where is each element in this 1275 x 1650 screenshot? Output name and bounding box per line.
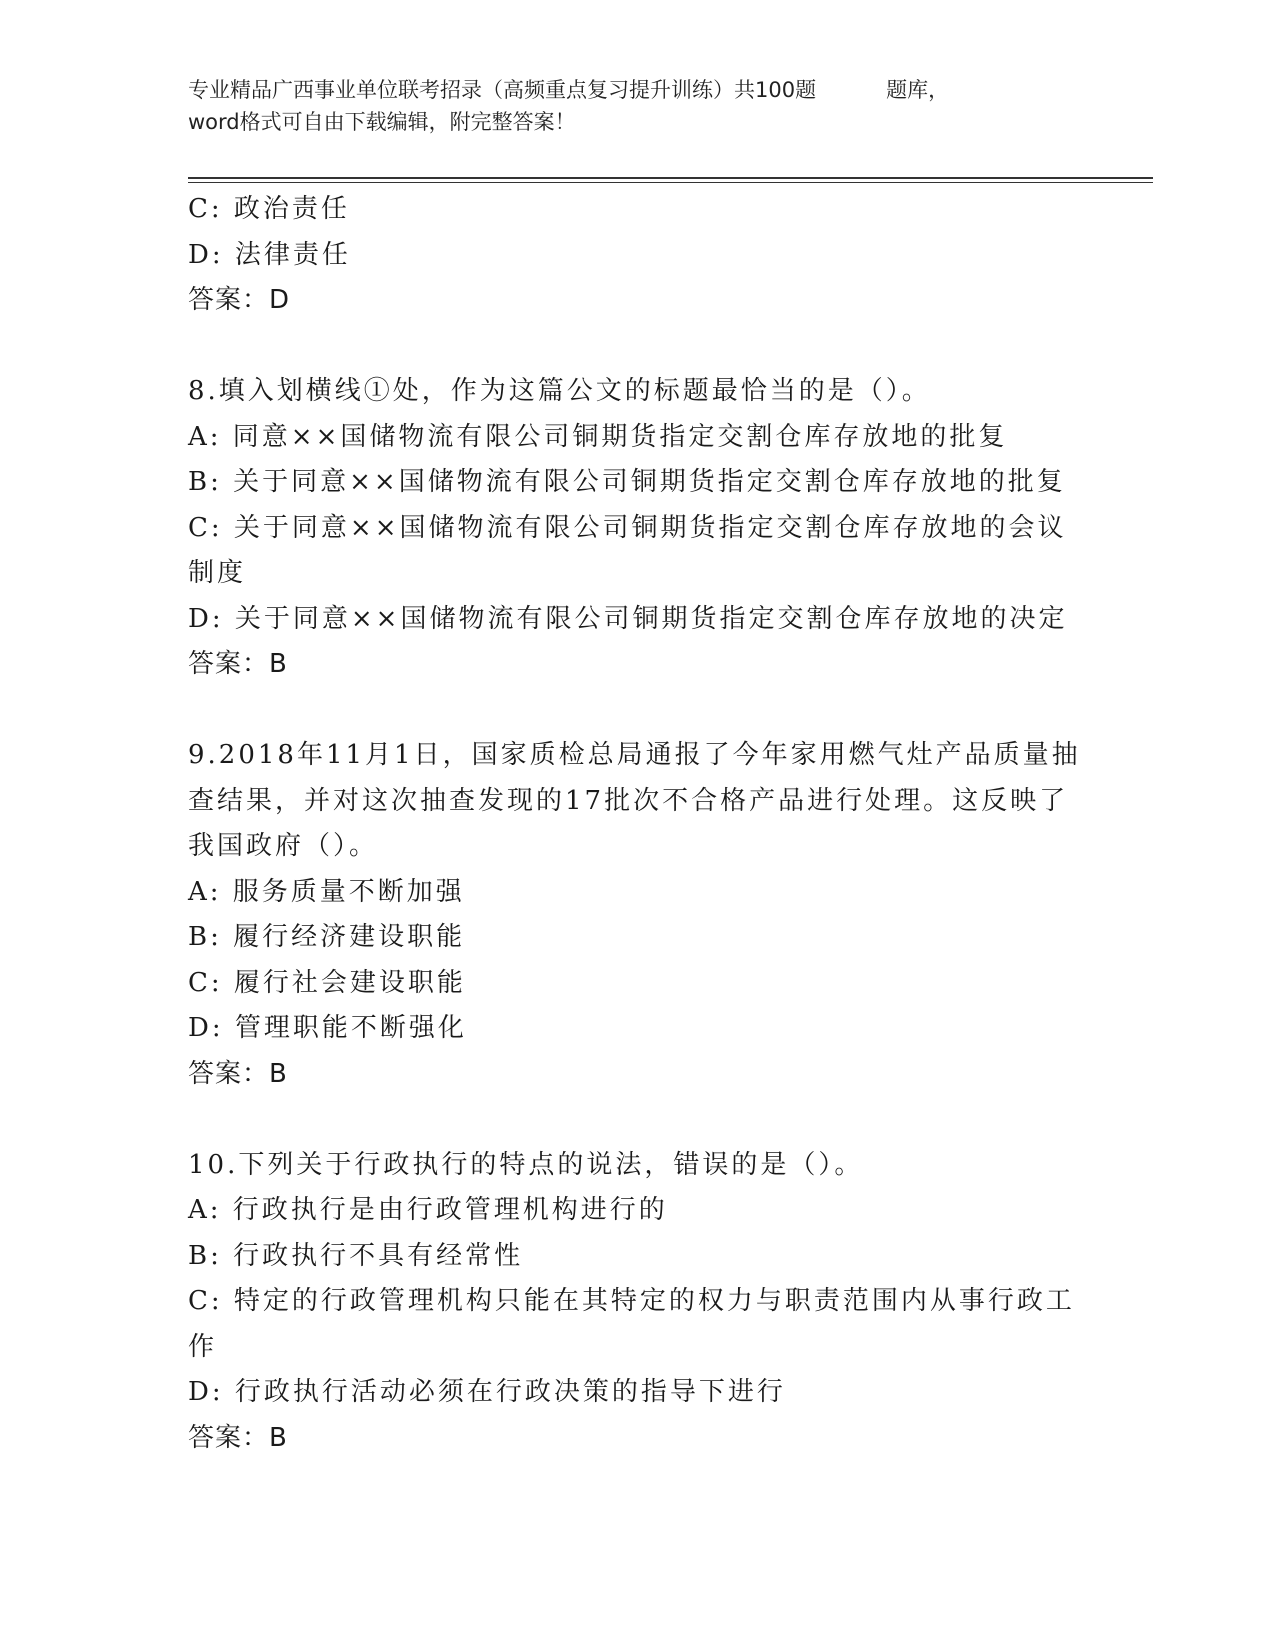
q9-stem-cont-2: 我国政府（）。 — [188, 831, 379, 861]
q8-option-c-cont: 制度 — [188, 558, 247, 588]
q10-option-a: A: 行政执行是由行政管理机构进行的 — [188, 1195, 668, 1225]
page-header — [188, 74, 1068, 138]
spacer — [188, 688, 1088, 734]
q10-answer: 答案：B — [188, 1422, 288, 1453]
document-body — [188, 187, 1088, 1461]
q8-option-d: D: 关于同意××国储物流有限公司铜期货指定交割仓库存放地的决定 — [188, 603, 1068, 634]
spacer — [188, 1097, 1088, 1143]
q8-option-b: B: 关于同意××国储物流有限公司铜期货指定交割仓库存放地的批复 — [188, 467, 1066, 497]
q9-option-a: A: 服务质量不断加强 — [188, 876, 465, 907]
prev-option-c: C: 政治责任 — [188, 194, 350, 224]
header-line-2: word格式可自由下载编辑，附完整答案！ — [188, 110, 576, 134]
spacer — [188, 324, 1088, 370]
q9-option-b: B: 履行经济建设职能 — [188, 922, 466, 952]
q8-option-a: A: 同意××国储物流有限公司铜期货指定交割仓库存放地的批复 — [188, 421, 1008, 452]
q9-answer: 答案：B — [188, 1058, 288, 1089]
q9-stem-cont: 查结果，并对这次抽查发现的17批次不合格产品进行处理。这反映了 — [188, 785, 1069, 816]
q10-option-c: C: 特定的行政管理机构只能在其特定的权力与职责范围内从事行政工 — [188, 1286, 1075, 1316]
q8-answer: 答案：B — [188, 649, 288, 679]
header-divider — [188, 177, 1153, 183]
q10-stem: 10.下列关于行政执行的特点的说法，错误的是（）。 — [188, 1149, 864, 1180]
q10-option-b: B: 行政执行不具有经常性 — [188, 1240, 524, 1271]
q10-option-c-cont: 作 — [188, 1331, 218, 1362]
q8-option-c: C: 关于同意××国储物流有限公司铜期货指定交割仓库存放地的会议 — [188, 512, 1067, 543]
q9-option-d: D: 管理职能不断强化 — [188, 1013, 467, 1043]
q8-stem: 8.填入划横线①处，作为这篇公文的标题最恰当的是（）。 — [188, 376, 931, 406]
header-line-1 — [188, 74, 1068, 106]
q9-stem: 9.2018年11月1日，国家质检总局通报了今年家用燃气灶产品质量抽 — [188, 740, 1081, 770]
q10-option-d: D: 行政执行活动必须在行政决策的指导下进行 — [188, 1377, 786, 1407]
header-title: 专业精品广西事业单位联考招录（高频重点复习提升训练）共100题 — [188, 78, 817, 102]
q9-option-c: C: 履行社会建设职能 — [188, 967, 466, 998]
prev-answer: 答案：D — [188, 285, 291, 315]
prev-option-d: D: 法律责任 — [188, 239, 351, 270]
header-title-suffix: 题库， — [886, 78, 950, 102]
